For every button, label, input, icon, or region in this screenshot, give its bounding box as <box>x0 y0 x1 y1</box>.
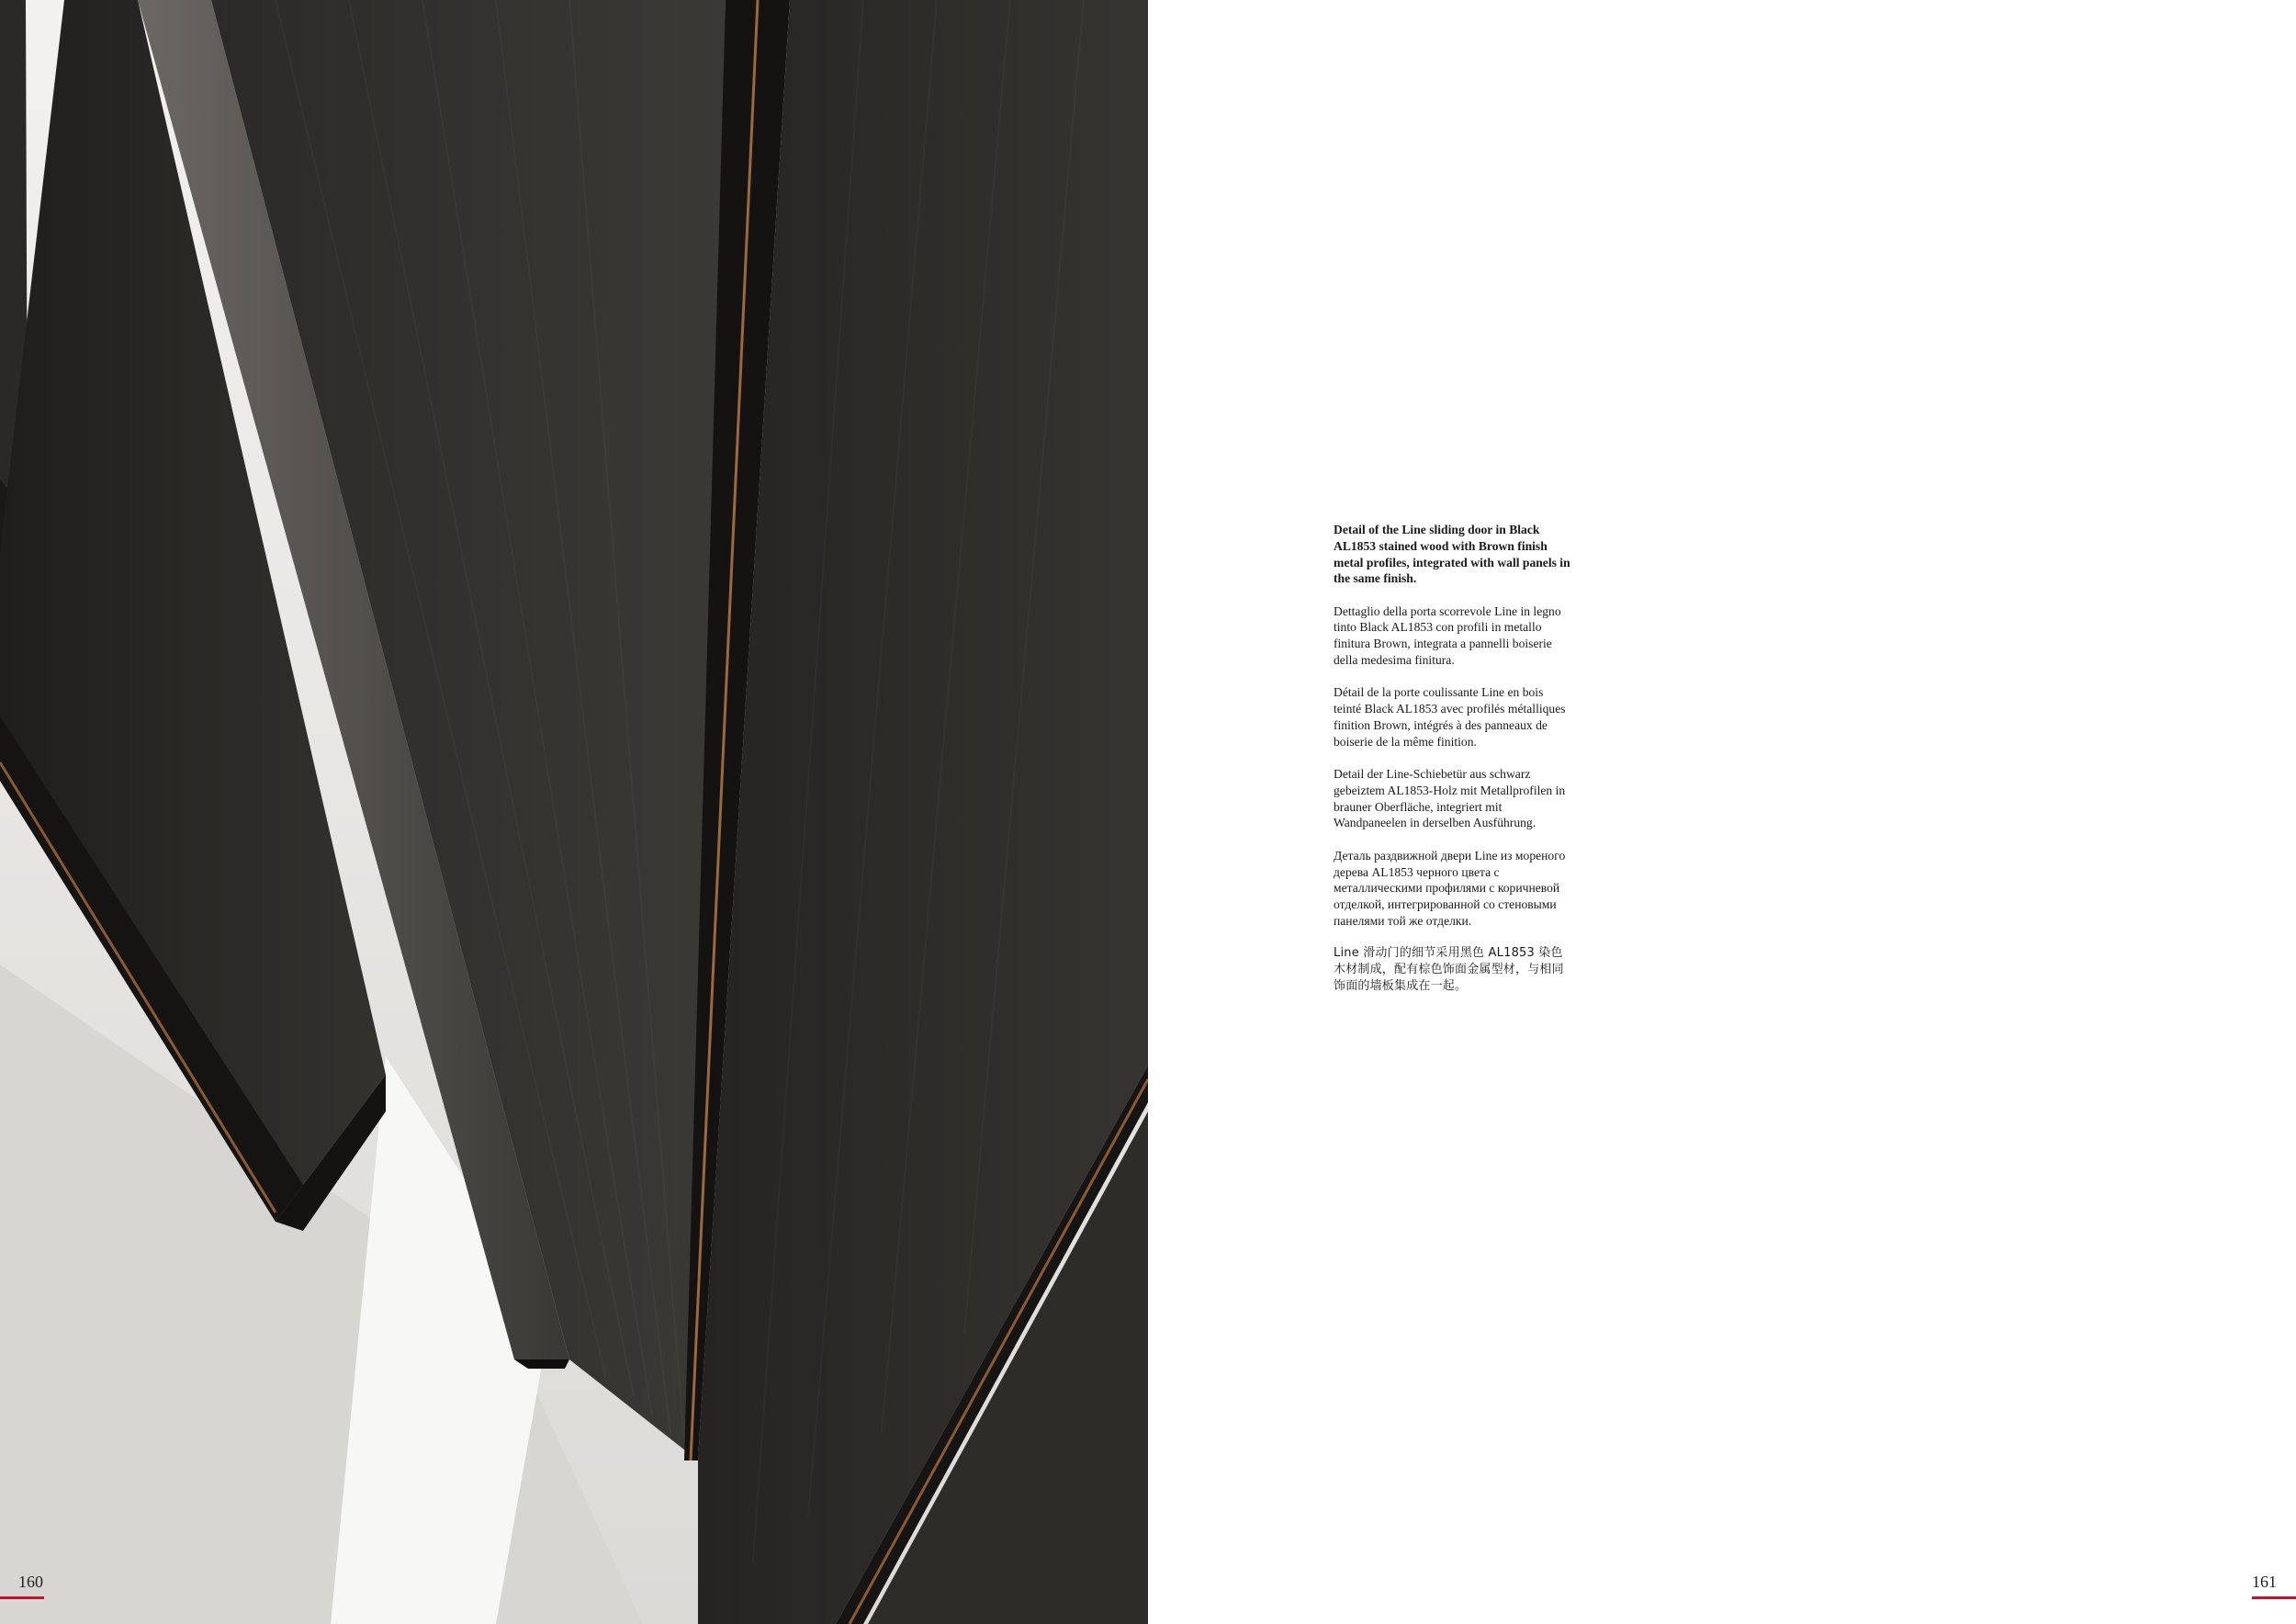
page-number-rule-right <box>2252 1596 2296 1599</box>
caption-chinese: Line 滑动门的细节采用黑色 AL1853 染色木材制成，配有棕色饰面金属型材，与相同饰面的墙板集成在一起。 <box>1334 946 1564 993</box>
caption-french: Détail de la porte coulissante Line en bois teinté Black AL1853 avec profilés métalliques finition Brown, intégrés à des panneaux de boiserie de la même finition. <box>1334 685 1566 749</box>
page-number-right: 161 <box>2252 1573 2277 1591</box>
caption-russian: Деталь раздвижной двери Line из мореного дерева AL1853 черного цвета с металлическими профилями с коричневой отделкой, интегрированной со стеновыми панелями той же отделки. <box>1334 848 1566 928</box>
caption-german: Detail der Line-Schiebetür aus schwarz gebeiztem AL1853-Holz mit Metallprofilen in brauner Oberfläche, integriert mit Wandpaneelen in derselben Ausführung. <box>1334 767 1566 830</box>
caption-italian: Dettaglio della porta scorrevole Line in legno tinto Black AL1853 con profili in metallo finitura Brown, integrata a pannelli boiserie della medesima finitura. <box>1334 603 1561 668</box>
page-number-rule-left <box>0 1596 44 1599</box>
caption-english: Detail of the Line sliding door in Black AL1853 stained wood with Brown finish metal profiles, integrated with wall panels in the same finish. <box>1334 523 1570 586</box>
page-number-left: 160 <box>18 1573 43 1591</box>
caption-block <box>1334 522 1572 1010</box>
